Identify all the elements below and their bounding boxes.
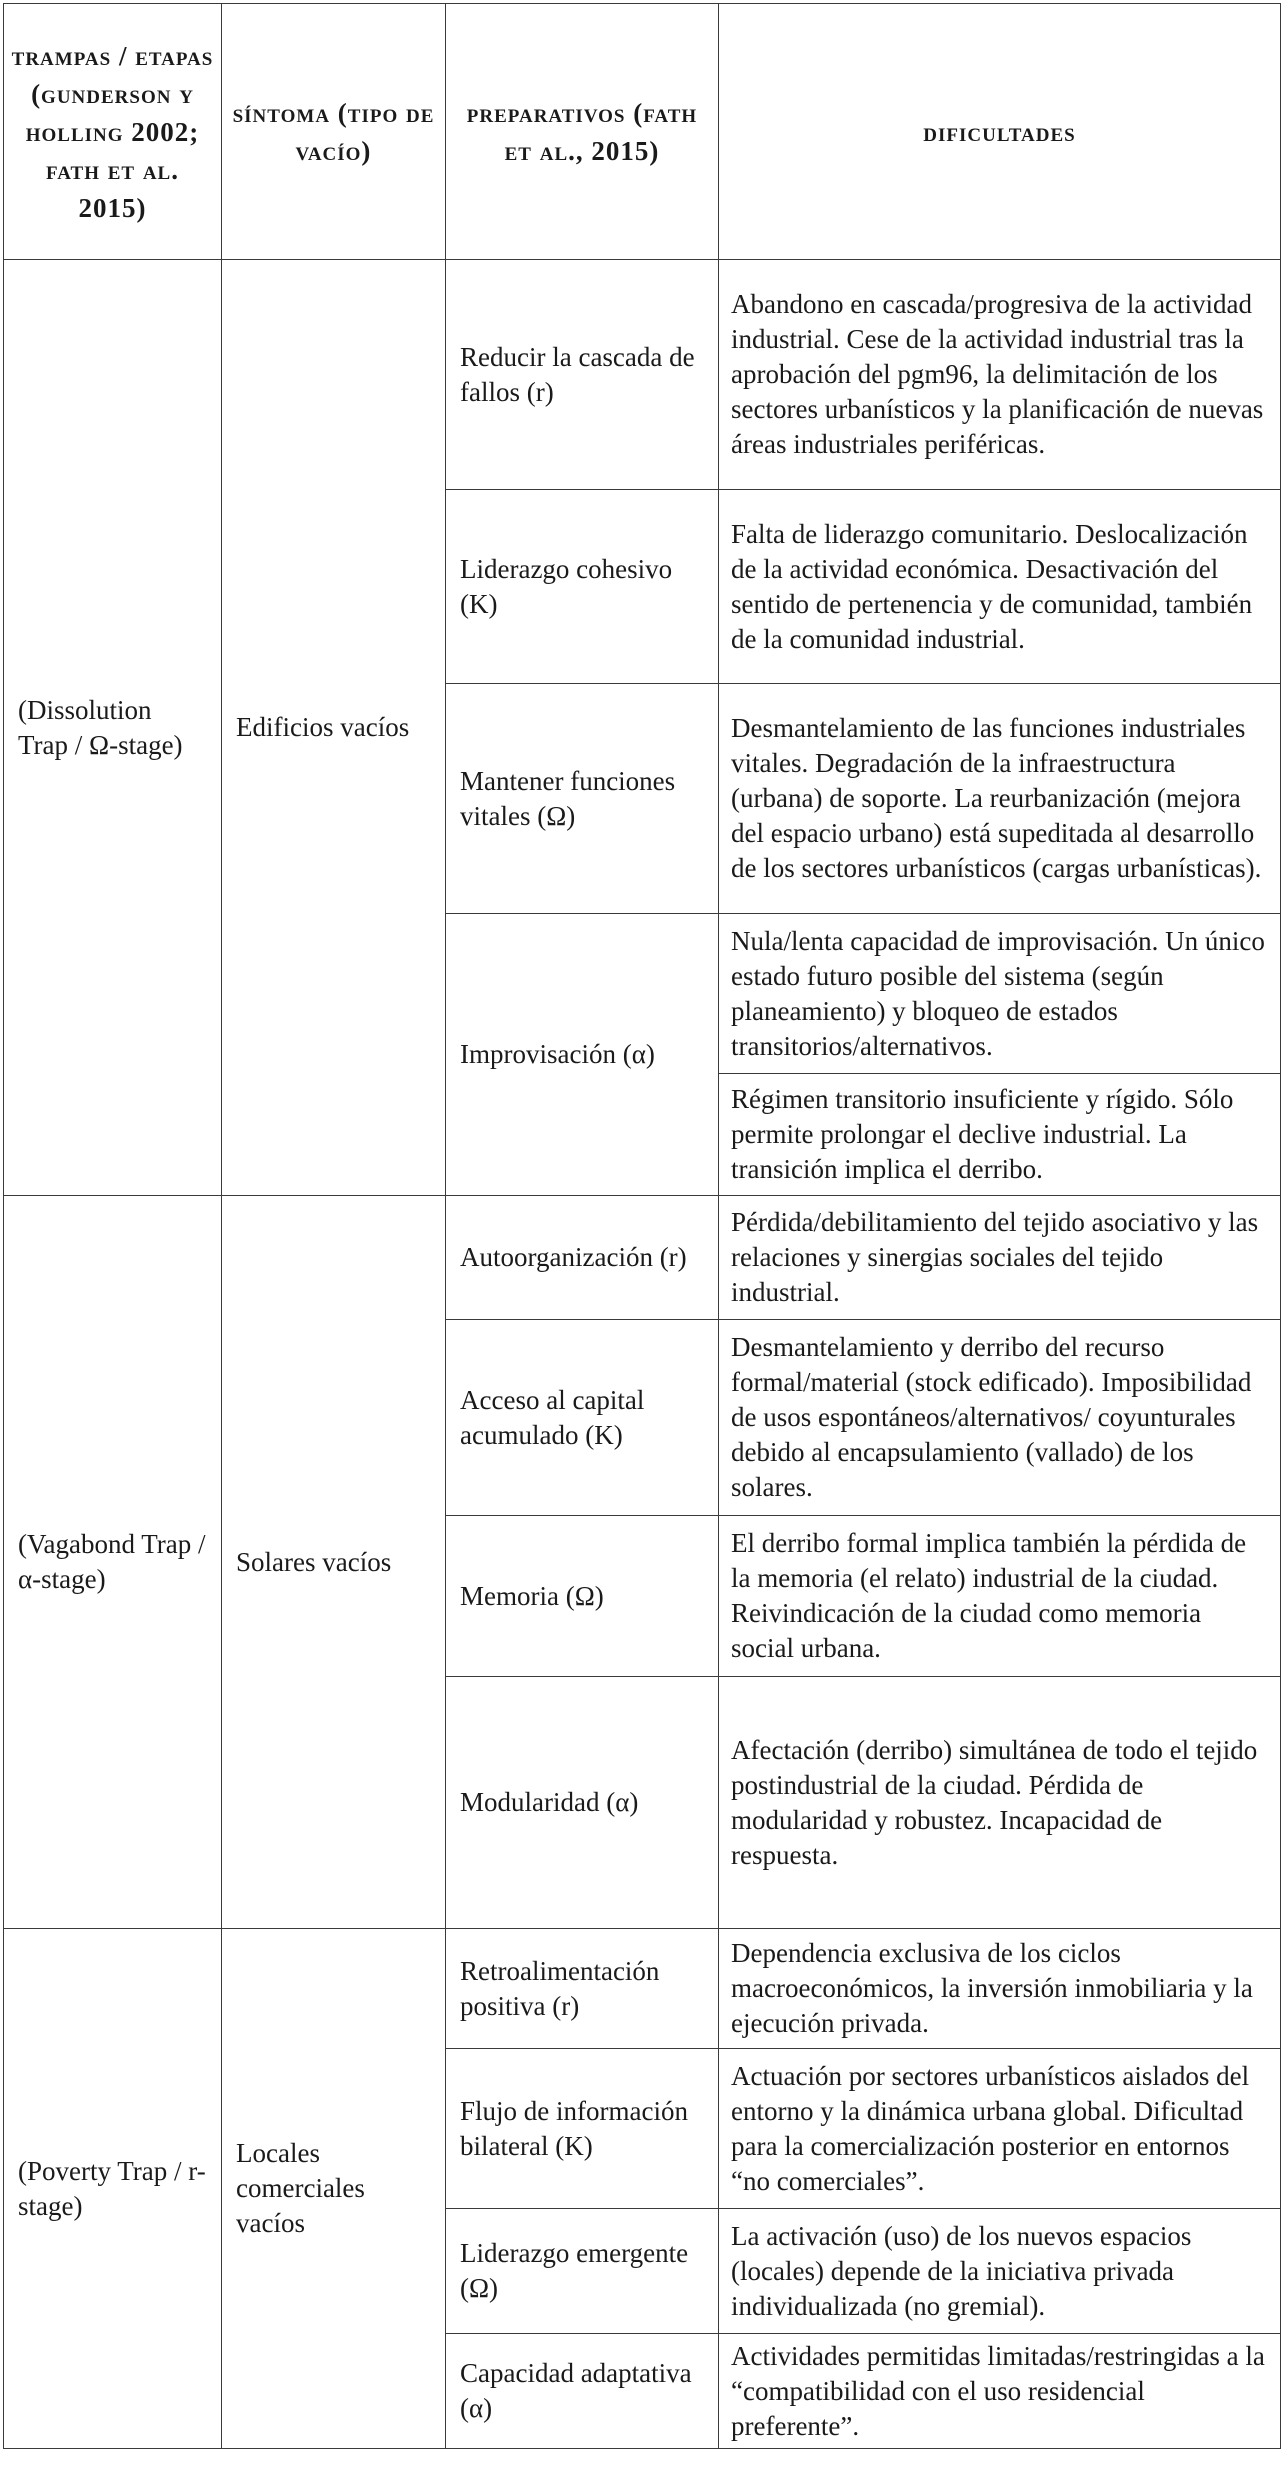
trap-cell: (Poverty Trap / r-stage) (4, 1929, 222, 2449)
prep-cell: Reducir la cascada de fallos (r) (446, 260, 719, 490)
header-trampas: trampas / etapas (gunderson y holling 2002; fath et al. 2015) (4, 4, 222, 260)
prep-cell: Memoria (Ω) (446, 1516, 719, 1677)
dif-cell: Actividades permitidas limitadas/restringidas a la “compatibilidad con el uso residencial preferente”. (719, 2334, 1281, 2449)
prep-cell: Modularidad (α) (446, 1677, 719, 1929)
trap-cell: (Vagabond Trap / α-stage) (4, 1196, 222, 1929)
symptom-cell: Edificios vacíos (222, 260, 446, 1196)
prep-cell: Capacidad adaptativa (α) (446, 2334, 719, 2449)
prep-cell: Autoorganización (r) (446, 1196, 719, 1320)
prep-cell: Improvisación (α) (446, 914, 719, 1196)
dif-cell: Actuación por sectores urbanísticos aislados del entorno y la dinámica urbana global. Dificultad para la comercialización posterior en entornos “no comerciales”. (719, 2049, 1281, 2209)
prep-cell: Retroalimentación positiva (r) (446, 1929, 719, 2049)
header-row (4, 4, 1281, 260)
dif-cell: Dependencia exclusiva de los ciclos macroeconómicos, la inversión inmobiliaria y la ejecución privada. (719, 1929, 1281, 2049)
table-row (4, 1196, 1281, 1320)
prep-cell: Flujo de información bilateral (K) (446, 2049, 719, 2209)
table-row (4, 260, 1281, 490)
dif-cell: Régimen transitorio insuficiente y rígido. Sólo permite prolongar el declive industrial. La transición implica el derribo. (719, 1074, 1281, 1196)
trap-table (3, 3, 1281, 2449)
table-row (4, 1929, 1281, 2049)
symptom-cell: Solares vacíos (222, 1196, 446, 1929)
dif-cell: Afectación (derribo) simultánea de todo el tejido postindustrial de la ciudad. Pérdida de modularidad y robustez. Incapacidad de respuesta. (719, 1677, 1281, 1929)
trap-cell: (Dissolution Trap / Ω-stage) (4, 260, 222, 1196)
prep-cell: Acceso al capital acumulado (K) (446, 1320, 719, 1516)
dif-cell: El derribo formal implica también la pérdida de la memoria (el relato) industrial de la ciudad. Reivindicación de la ciudad como memoria social urbana. (719, 1516, 1281, 1677)
symptom-cell: Locales comerciales vacíos (222, 1929, 446, 2449)
prep-cell: Liderazgo cohesivo (K) (446, 490, 719, 684)
dif-cell: Pérdida/debilitamiento del tejido asociativo y las relaciones y sinergias sociales del tejido industrial. (719, 1196, 1281, 1320)
header-preparativos: preparativos (fath et al., 2015) (446, 4, 719, 260)
prep-cell: Liderazgo emergente (Ω) (446, 2209, 719, 2334)
dif-cell: Nula/lenta capacidad de improvisación. Un único estado futuro posible del sistema (según planeamiento) y bloqueo de estados transitorios/alternativos. (719, 914, 1281, 1074)
header-dificultades: dificultades (719, 4, 1281, 260)
dif-cell: La activación (uso) de los nuevos espacios (locales) depende de la iniciativa privada individualizada (no gremial). (719, 2209, 1281, 2334)
dif-cell: Desmantelamiento y derribo del recurso formal/material (stock edificado). Imposibilidad de usos espontáneos/alternativos/ coyunturales debido al encapsulamiento (vallado) de los solares. (719, 1320, 1281, 1516)
dif-cell: Abandono en cascada/progresiva de la actividad industrial. Cese de la actividad industrial tras la aprobación del pgm96, la delimitación de los sectores urbanísticos y la planificación de nuevas áreas industriales periféricas. (719, 260, 1281, 490)
dif-cell: Desmantelamiento de las funciones industriales vitales. Degradación de la infraestructura (urbana) de soporte. La reurbanización (mejora del espacio urbano) está supeditada al desarrollo de los sectores urbanísticos (cargas urbanísticas). (719, 684, 1281, 914)
header-sintoma: síntoma (tipo de vacío) (222, 4, 446, 260)
prep-cell: Mantener funciones vitales (Ω) (446, 684, 719, 914)
dif-cell: Falta de liderazgo comunitario. Deslocalización de la actividad económica. Desactivación del sentido de pertenencia y de comunidad, también de la comunidad industrial. (719, 490, 1281, 684)
